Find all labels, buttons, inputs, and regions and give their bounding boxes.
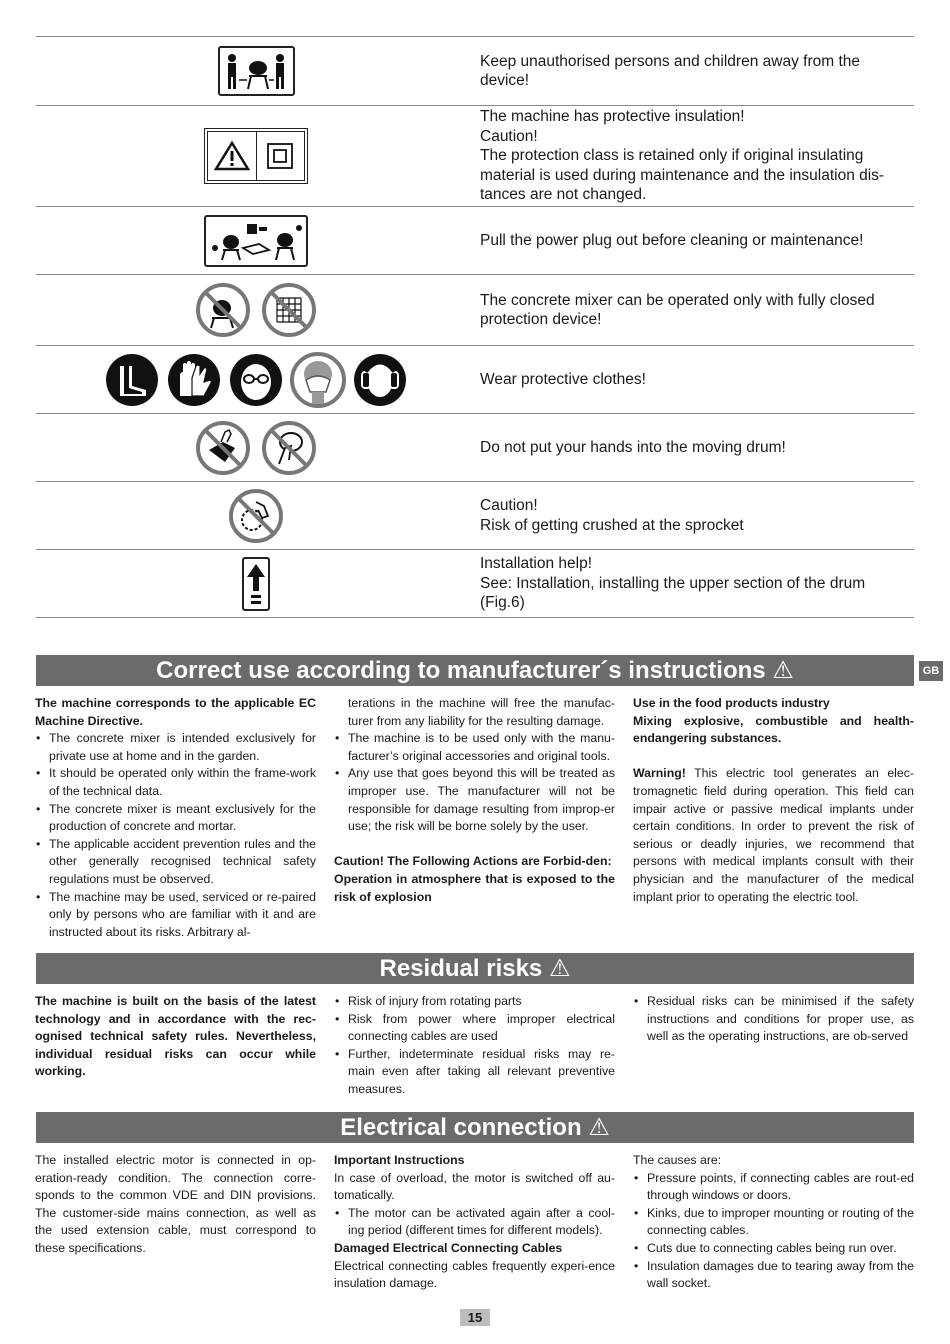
text-line: Installation help!: [480, 555, 593, 573]
electrical-column-3: [633, 1152, 914, 1293]
symbol-row-closed-protection: [36, 275, 914, 346]
symbol-text: [476, 106, 914, 206]
list-item: • The applicable accident prevention rules and the other generally recognised technical safety regulations must be observed.: [35, 836, 316, 889]
warning-paragraph: [633, 765, 914, 906]
symbol-cell: [36, 106, 476, 206]
list-item: • Pressure points, if connecting cables are rout-ed through windows or doors.: [633, 1170, 914, 1205]
text-line: protection device!: [480, 311, 602, 328]
ec-directive-heading: The machine corresponds to the applicable EC Machine Directive.: [35, 696, 316, 728]
ear-protection-icon: [352, 352, 408, 408]
list-item: • Any use that goes beyond this will be treated as improper use. The manufacturer will not be responsible for damage resulting from improp-er use; the risk will be borne solely by the user.: [334, 765, 615, 835]
text-line: Do not put your hands into the moving drum!: [480, 438, 786, 456]
causes-intro: The causes are:: [633, 1153, 722, 1167]
forbidden-heading: Caution! The Following Actions are Forbid-den:: [334, 854, 612, 869]
symbol-row-no-hands-drum: [36, 414, 914, 482]
safety-goggles-icon: [228, 352, 284, 408]
symbol-row-pull-plug: [36, 207, 914, 275]
residual-list-2: [633, 993, 914, 1046]
correct-use-list: [35, 730, 316, 941]
symbol-text: [476, 207, 914, 274]
symbol-row-protective-insulation: [36, 106, 914, 207]
text-line: The concrete mixer can be operated only with fully closed: [480, 291, 875, 309]
symbol-text: [476, 414, 914, 481]
dust-mask-icon: [290, 352, 346, 408]
damaged-cables-heading: Damaged Electrical Connecting Cables: [334, 1240, 563, 1255]
text-line: material is used during maintenance and the insulation dis-: [480, 166, 885, 184]
symbol-text: [476, 275, 914, 345]
list-item: • Risk from power where improper electrical connecting cables are used: [334, 1011, 615, 1046]
text-line: tances are not changed.: [480, 186, 647, 204]
correct-use-column-2: [334, 695, 615, 906]
list-item: • The machine may be used, serviced or re-paired only by persons who are familiar with it and are instructed about its risks. Arbitrary al-: [35, 889, 316, 942]
warning-text: This electric tool generates an elec-tromagnetic field during operation. This field can impair active or passive medical implants under certain conditions. In order to prevent the risk of serious or deadly injuries, we recommend that persons with medical implants consult with their physician and the manufacturer of the medical implant prior to operating the electric tool.: [633, 766, 914, 904]
language-tab: GB: [919, 661, 943, 681]
residual-column-2: [334, 993, 615, 1099]
symbol-row-keep-away: [36, 37, 914, 106]
list-item: • The machine is to be used only with the manu-facturer’s original accessories and original tools.: [334, 730, 615, 765]
protective-insulation-sign-icon: [204, 128, 308, 184]
forbidden-item: Use in the food products industry: [633, 696, 830, 710]
electrical-intro: The installed electric motor is connected in op-eration-ready condition. The connection corre-sponds to the common VDE and DIN provisions. The customer-side mains connection, as well as the used extension cable, must correspond to these specifications.: [35, 1153, 316, 1255]
no-hand-in-drum-alt-icon: [261, 420, 317, 476]
symbol-cell: [36, 207, 476, 274]
text-line: The protection class is retained only if original insulating: [480, 147, 864, 165]
section-title-correct-use: Correct use according to manufacturer´s instructions ⚠: [36, 655, 914, 686]
symbol-cell: [36, 37, 476, 105]
list-item: • Kinks, due to improper mounting or routing of the connecting cables.: [633, 1205, 914, 1240]
correct-use-column-3: [633, 695, 914, 906]
no-open-grid-icon: [261, 282, 317, 338]
installation-arrow-icon: [242, 557, 270, 611]
residual-column-3: [633, 993, 914, 1046]
safety-boots-icon: [104, 352, 160, 408]
safety-symbol-table: [36, 36, 914, 618]
list-item: • Further, indeterminate residual risks may re-main even after taking all relevant preventive measures.: [334, 1046, 615, 1099]
residual-list: [334, 993, 615, 1099]
pull-plug-sign-icon: [204, 215, 308, 267]
list-item: • The concrete mixer is intended exclusively for private use at home and in the garden.: [35, 730, 316, 765]
symbol-row-sprocket-crush: [36, 482, 914, 550]
text-line: Keep unauthorised persons and children away from the: [480, 52, 860, 70]
list-item: • Residual risks can be minimised if the safety instructions and conditions for proper use, as well as the operating instructions, are ob-served: [633, 993, 914, 1046]
section-title-residual-risks: Residual risks ⚠: [36, 953, 914, 984]
electrical-column-2: [334, 1152, 615, 1293]
electrical-list: [334, 1205, 615, 1240]
list-item-continuation: terations in the machine will free the manufac-turer from any liability for the resulting damage.: [348, 696, 615, 728]
forbidden-item: Mixing explosive, combustible and health-endangering substances.: [633, 713, 914, 746]
causes-list: [633, 1170, 914, 1293]
warning-label: Warning!: [633, 766, 686, 781]
correct-use-list-2: [334, 730, 615, 836]
symbol-cell: [36, 482, 476, 549]
text-line: Pull the power plug out before cleaning or maintenance!: [480, 231, 864, 249]
symbol-cell: [36, 346, 476, 413]
symbol-text: [476, 37, 914, 105]
list-item: • Cuts due to connecting cables being run over.: [633, 1240, 914, 1258]
symbol-cell: [36, 275, 476, 345]
page-number: 15: [460, 1309, 490, 1326]
list-item: • It should be operated only within the frame-work of the technical data.: [35, 765, 316, 800]
symbol-row-protective-clothes: [36, 346, 914, 414]
no-open-mixer-icon: [195, 282, 251, 338]
symbol-text: [476, 550, 914, 617]
list-item: • Insulation damages due to tearing away from the wall socket.: [633, 1258, 914, 1293]
no-hand-in-drum-icon: [195, 420, 251, 476]
sprocket-crush-icon: [228, 488, 284, 544]
correct-use-column-1: [35, 695, 316, 941]
list-item: • The motor can be activated again after a cool-ing period (different times for different models).: [334, 1205, 615, 1240]
text-line: The machine has protective insulation!: [480, 108, 745, 126]
symbol-text: [476, 482, 914, 549]
symbol-text: [476, 346, 914, 413]
keep-away-sign-icon: [218, 46, 295, 96]
residual-intro: The machine is built on the basis of the latest technology and in accordance with the rec-ognised technical safety rules. Nevertheless, individual residual risks can occur while working.: [35, 994, 316, 1079]
section-title-electrical-connection: Electrical connection ⚠: [36, 1112, 914, 1143]
damaged-cables-text: Electrical connecting cables frequently experi-ence insulation damage.: [334, 1258, 615, 1291]
forbidden-item: Operation in atmosphere that is exposed to the risk of explosion: [334, 871, 615, 904]
symbol-cell: [36, 414, 476, 481]
safety-gloves-icon: [166, 352, 222, 408]
text-line: device!: [480, 72, 530, 89]
text-line: Risk of getting crushed at the sprocket: [480, 516, 744, 534]
list-item: • The concrete mixer is meant exclusively for the production of concrete and mortar.: [35, 801, 316, 836]
text-line: Caution!: [480, 497, 538, 515]
residual-column-1: [35, 993, 316, 1081]
electrical-column-1: [35, 1152, 316, 1258]
text-line: (Fig.6): [480, 594, 525, 612]
symbol-cell: [36, 550, 476, 617]
text-line: Wear protective clothes!: [480, 370, 646, 388]
overload-text: In case of overload, the motor is switched off au-tomatically.: [334, 1170, 615, 1203]
symbol-row-installation-help: [36, 550, 914, 618]
text-line: See: Installation, installing the upper section of the drum: [480, 574, 866, 592]
list-item: • Risk of injury from rotating parts: [334, 993, 615, 1011]
important-instructions-heading: Important Instructions: [334, 1153, 465, 1167]
text-line: Caution!: [480, 127, 538, 145]
